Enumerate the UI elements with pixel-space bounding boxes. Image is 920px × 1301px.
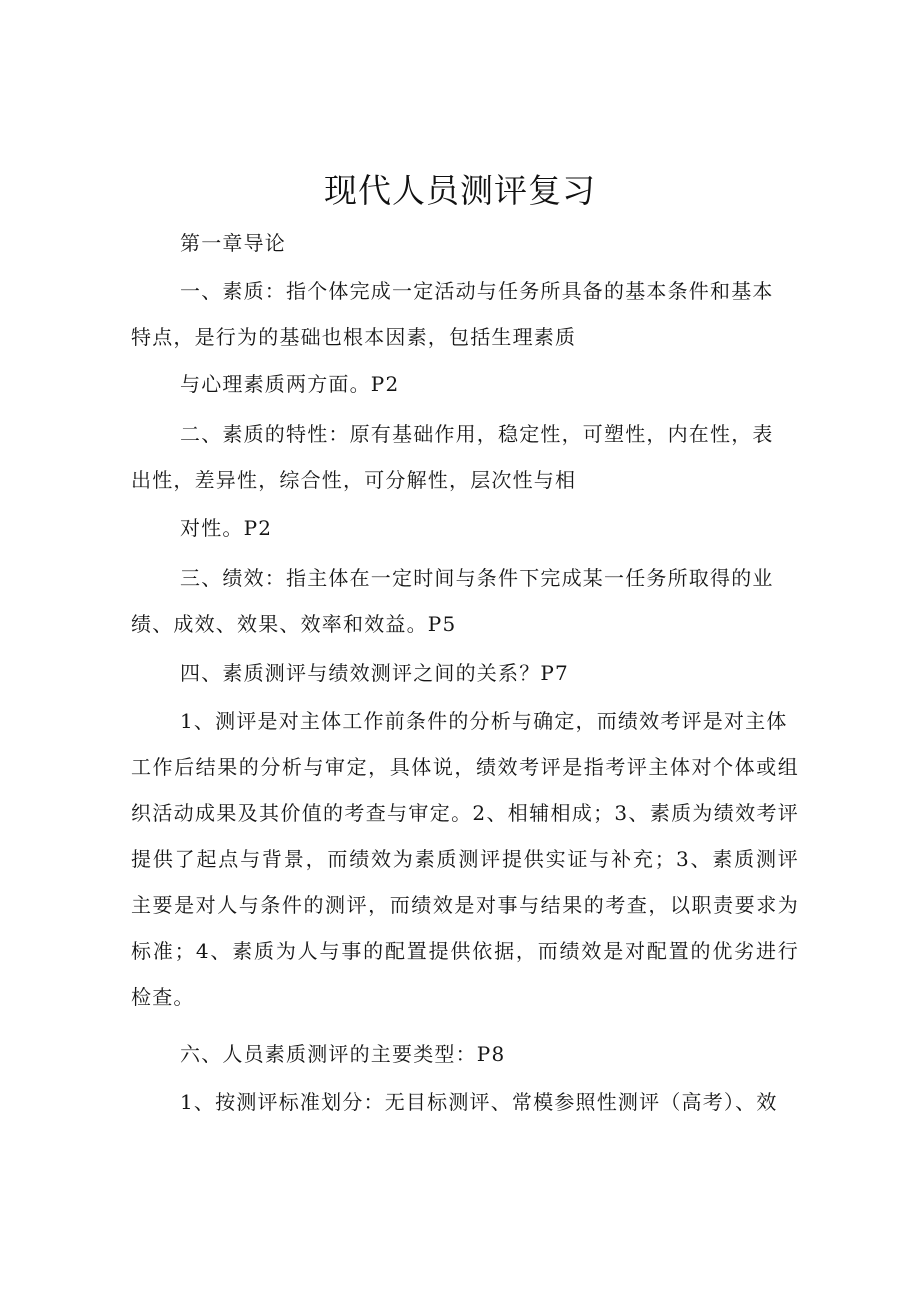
paragraph-line: 二、素质的特性：原有基础作用，稳定性，可塑性，内在性，表: [180, 422, 774, 446]
paragraph-line: 对性。P2: [180, 516, 273, 540]
chapter-heading: 第一章导论: [180, 231, 286, 255]
paragraph-line: 绩、成效、效果、效率和效益。P5: [131, 612, 457, 636]
paragraph-line: 标准；4、素质为人与事的配置提供依据，而绩效是对配置的优劣进行: [131, 939, 799, 963]
paragraph-line: 一、素质：指个体完成一定活动与任务所具备的基本条件和基本: [180, 279, 774, 303]
paragraph-line: 提供了起点与背景，而绩效为素质测评提供实证与补充；3、素质测评: [131, 847, 799, 871]
paragraph-line: 织活动成果及其价值的考查与审定。2、相辅相成；3、素质为绩效考评: [131, 801, 799, 825]
section-heading: 六、人员素质测评的主要类型：P8: [180, 1042, 506, 1066]
section-heading: 四、素质测评与绩效测评之间的关系？P7: [180, 661, 569, 685]
paragraph-line: 与心理素质两方面。P2: [180, 372, 400, 396]
paragraph-line: 检查。: [131, 985, 195, 1009]
paragraph-line: 1、测评是对主体工作前条件的分析与确定，而绩效考评是对主体: [180, 709, 788, 733]
paragraph-line: 三、绩效：指主体在一定时间与条件下完成某一任务所取得的业: [180, 566, 774, 590]
page-title: 现代人员测评复习: [324, 171, 596, 210]
paragraph-line: 特点，是行为的基础也根本因素，包括生理素质: [131, 325, 577, 349]
paragraph-line: 1、按测评标准划分：无目标测评、常模参照性测评（高考）、效: [180, 1090, 778, 1114]
paragraph-line: 主要是对人与条件的测评，而绩效是对事与结果的考查，以职责要求为: [131, 893, 799, 917]
paragraph-line: 工作后结果的分析与审定，具体说，绩效考评是指考评主体对个体或组: [131, 755, 799, 779]
paragraph-line: 出性，差异性，综合性，可分解性，层次性与相: [131, 468, 577, 492]
